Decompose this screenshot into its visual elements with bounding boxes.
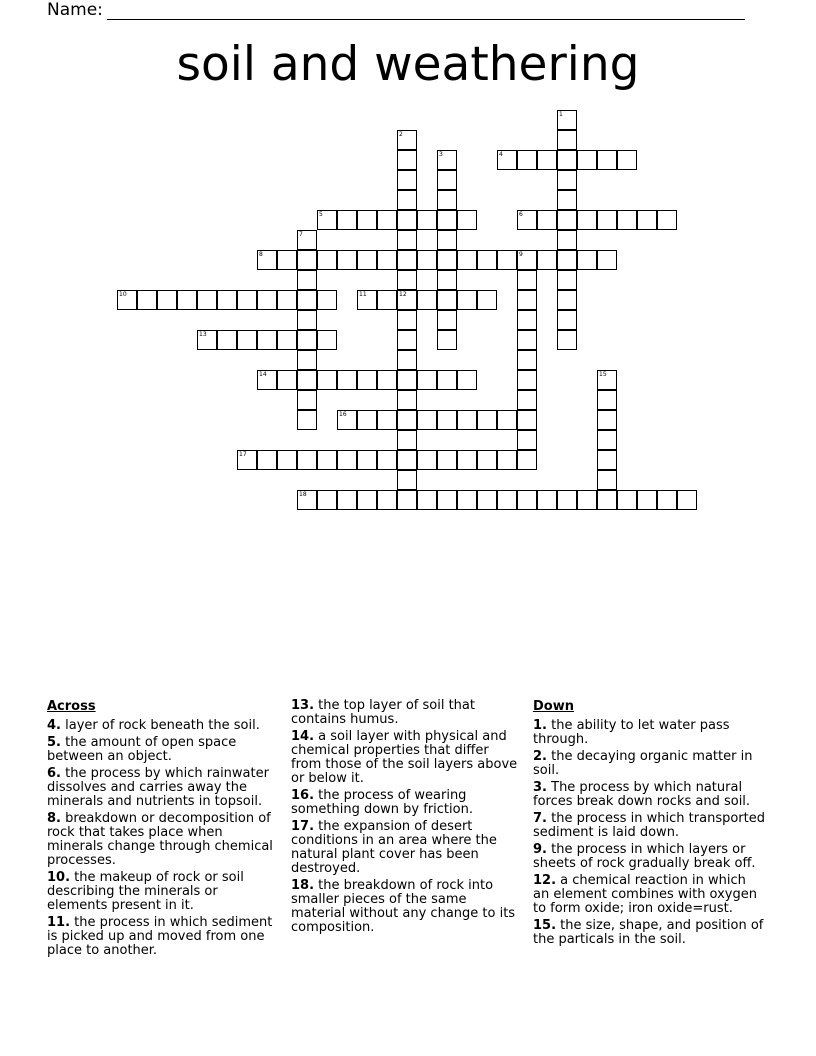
grid-cell[interactable] [437, 490, 457, 510]
grid-cell[interactable] [517, 310, 537, 330]
grid-cell[interactable] [257, 370, 277, 390]
grid-cell[interactable] [357, 410, 377, 430]
grid-cell[interactable] [577, 250, 597, 270]
clue-number: 8 [259, 251, 263, 258]
grid-cell[interactable] [257, 290, 277, 310]
grid-cell[interactable] [437, 230, 457, 250]
clue-item [47, 916, 279, 958]
grid-cell[interactable] [477, 250, 497, 270]
clue-number: 16 [339, 411, 347, 418]
grid-cell[interactable] [557, 190, 577, 210]
grid-cell[interactable] [337, 410, 357, 430]
grid-cell[interactable] [337, 250, 357, 270]
clue-text: the process in which transported sediment is laid down. [533, 811, 765, 840]
clue-item [47, 871, 279, 913]
grid-cell[interactable] [537, 150, 557, 170]
grid-cell[interactable] [277, 290, 297, 310]
clue-text: The process by which natural forces break down rocks and soil. [533, 780, 751, 809]
grid-cell[interactable] [437, 410, 457, 430]
grid-cell[interactable] [397, 270, 417, 290]
grid-cell[interactable] [557, 130, 577, 150]
grid-cell[interactable] [557, 210, 577, 230]
clue-number: 17 [239, 451, 247, 458]
grid-cell[interactable] [297, 330, 317, 350]
grid-cell[interactable] [537, 210, 557, 230]
grid-cell[interactable] [337, 450, 357, 470]
clue-item [47, 736, 279, 764]
grid-cell[interactable] [517, 270, 537, 290]
clue-text: the amount of open space between an object. [47, 735, 237, 764]
grid-cell[interactable] [357, 250, 377, 270]
grid-cell[interactable] [597, 250, 617, 270]
grid-cell[interactable] [397, 490, 417, 510]
clue-item [291, 879, 523, 935]
grid-cell[interactable] [417, 370, 437, 390]
grid-cell[interactable] [537, 490, 557, 510]
grid-cell[interactable] [397, 410, 417, 430]
grid-cell[interactable] [497, 410, 517, 430]
grid-cell[interactable] [437, 170, 457, 190]
clue-number: 1 [559, 111, 563, 118]
clue-item [533, 750, 765, 778]
grid-cell[interactable] [137, 290, 157, 310]
clue-number-label: 8. [47, 811, 61, 826]
clue-number: 11 [359, 291, 367, 298]
grid-cell[interactable] [497, 450, 517, 470]
grid-cell[interactable] [457, 450, 477, 470]
grid-cell[interactable] [357, 490, 377, 510]
down-clues-column [533, 699, 765, 950]
clue-item [291, 789, 523, 817]
clue-item [533, 843, 765, 871]
grid-cell[interactable] [557, 310, 577, 330]
grid-cell[interactable] [357, 450, 377, 470]
grid-cell[interactable] [117, 290, 137, 310]
clue-number-label: 9. [533, 842, 547, 857]
grid-cell[interactable] [377, 370, 397, 390]
clue-number: 3 [439, 151, 443, 158]
grid-cell[interactable] [457, 370, 477, 390]
grid-cell[interactable] [457, 250, 477, 270]
grid-cell[interactable] [317, 210, 337, 230]
grid-cell[interactable] [617, 150, 637, 170]
grid-cell[interactable] [297, 370, 317, 390]
clue-item [47, 767, 279, 809]
grid-cell[interactable] [197, 290, 217, 310]
grid-cell[interactable] [517, 410, 537, 430]
clue-item [533, 919, 765, 947]
grid-cell[interactable] [577, 210, 597, 230]
clue-item [533, 874, 765, 916]
grid-cell[interactable] [557, 270, 577, 290]
clue-number: 18 [299, 491, 307, 498]
grid-cell[interactable] [317, 250, 337, 270]
clue-text: the process in which sediment is picked up and moved from one place to another. [47, 915, 273, 958]
grid-cell[interactable] [517, 290, 537, 310]
clue-text: the breakdown of rock into smaller pieces of the same material without any change to its composition. [291, 878, 516, 935]
clue-text: the size, shape, and position of the particals in the soil. [533, 918, 764, 947]
grid-cell[interactable] [397, 470, 417, 490]
grid-cell[interactable] [397, 430, 417, 450]
clue-number: 14 [259, 371, 267, 378]
grid-cell[interactable] [197, 330, 217, 350]
clue-text: layer of rock beneath the soil. [65, 718, 260, 733]
grid-cell[interactable] [317, 330, 337, 350]
grid-cell[interactable] [357, 370, 377, 390]
grid-cell[interactable] [397, 310, 417, 330]
grid-cell[interactable] [457, 210, 477, 230]
grid-cell[interactable] [557, 490, 577, 510]
across-heading: Across [47, 699, 96, 714]
clue-number: 7 [299, 231, 303, 238]
grid-cell[interactable] [517, 390, 537, 410]
clue-text: the process of wearing something down by friction. [291, 788, 473, 817]
grid-cell[interactable] [557, 250, 577, 270]
grid-cell[interactable] [277, 450, 297, 470]
grid-cell[interactable] [417, 210, 437, 230]
grid-cell[interactable] [497, 250, 517, 270]
clue-text: the decaying organic matter in soil. [533, 749, 753, 778]
grid-cell[interactable] [397, 390, 417, 410]
grid-cell[interactable] [297, 290, 317, 310]
grid-cell[interactable] [417, 450, 437, 470]
down-clue-list [533, 719, 765, 947]
clue-number-label: 18. [291, 878, 315, 893]
grid-cell[interactable] [557, 330, 577, 350]
grid-cell[interactable] [437, 370, 457, 390]
grid-cell[interactable] [557, 170, 577, 190]
grid-cell[interactable] [297, 270, 317, 290]
grid-cell[interactable] [457, 410, 477, 430]
grid-cell[interactable] [477, 410, 497, 430]
grid-cell[interactable] [677, 490, 697, 510]
clue-number: 12 [399, 291, 407, 298]
grid-cell[interactable] [397, 190, 417, 210]
grid-cell[interactable] [297, 250, 317, 270]
grid-cell[interactable] [557, 290, 577, 310]
grid-cell[interactable] [217, 290, 237, 310]
name-underline[interactable] [107, 5, 745, 20]
grid-cell[interactable] [557, 110, 577, 130]
grid-cell[interactable] [517, 430, 537, 450]
clue-number: 2 [399, 131, 403, 138]
grid-cell[interactable] [337, 490, 357, 510]
grid-cell[interactable] [397, 150, 417, 170]
grid-cell[interactable] [597, 470, 617, 490]
grid-cell[interactable] [577, 490, 597, 510]
clue-number-label: 12. [533, 873, 557, 888]
clue-number-label: 16. [291, 788, 315, 803]
grid-cell[interactable] [277, 330, 297, 350]
grid-cell[interactable] [377, 210, 397, 230]
grid-cell[interactable] [397, 290, 417, 310]
grid-cell[interactable] [477, 450, 497, 470]
grid-cell[interactable] [397, 210, 417, 230]
grid-cell[interactable] [377, 450, 397, 470]
clue-text: the expansion of desert conditions in an area where the natural plant cover has been destroyed. [291, 819, 497, 876]
grid-cell[interactable] [597, 390, 617, 410]
grid-cell[interactable] [397, 230, 417, 250]
grid-cell[interactable] [517, 250, 537, 270]
grid-cell[interactable] [297, 450, 317, 470]
clue-number: 4 [499, 151, 503, 158]
grid-cell[interactable] [437, 150, 457, 170]
clue-number: 6 [519, 211, 523, 218]
grid-cell[interactable] [597, 430, 617, 450]
clue-number-label: 2. [533, 749, 547, 764]
grid-cell[interactable] [337, 370, 357, 390]
grid-cell[interactable] [617, 490, 637, 510]
grid-cell[interactable] [397, 130, 417, 150]
clue-text: the process in which layers or sheets of rock gradually break off. [533, 842, 756, 871]
across-clue-list-continued [291, 699, 523, 935]
grid-cell[interactable] [297, 490, 317, 510]
grid-cell[interactable] [397, 330, 417, 350]
grid-cell[interactable] [557, 150, 577, 170]
grid-cell[interactable] [657, 210, 677, 230]
grid-cell[interactable] [397, 350, 417, 370]
grid-cell[interactable] [437, 250, 457, 270]
grid-cell[interactable] [397, 250, 417, 270]
clue-number: 5 [319, 211, 323, 218]
clue-text: the ability to let water pass through. [533, 718, 730, 747]
puzzle-title: soil and weathering [176, 37, 640, 92]
grid-cell[interactable] [457, 490, 477, 510]
clue-number-label: 1. [533, 718, 547, 733]
clue-number-label: 17. [291, 819, 315, 834]
grid-cell[interactable] [297, 390, 317, 410]
grid-cell[interactable] [417, 290, 437, 310]
clue-item [533, 781, 765, 809]
grid-cell[interactable] [557, 230, 577, 250]
grid-cell[interactable] [437, 450, 457, 470]
name-field[interactable] [47, 0, 745, 20]
clue-text: a soil layer with physical and chemical properties that differ from those of the soil layers above or below it. [291, 729, 518, 786]
clue-text: the top layer of soil that contains humus. [291, 698, 475, 727]
grid-cell[interactable] [617, 210, 637, 230]
clue-number-label: 6. [47, 766, 61, 781]
grid-cell[interactable] [517, 210, 537, 230]
clue-text: the makeup of rock or soil describing the minerals or elements present in it. [47, 870, 244, 913]
grid-cell[interactable] [237, 290, 257, 310]
grid-cell[interactable] [317, 450, 337, 470]
grid-cell[interactable] [517, 350, 537, 370]
clue-item [291, 820, 523, 876]
grid-cell[interactable] [497, 150, 517, 170]
clue-number-label: 14. [291, 729, 315, 744]
grid-cell[interactable] [397, 450, 417, 470]
grid-cell[interactable] [577, 150, 597, 170]
grid-cell[interactable] [257, 250, 277, 270]
clue-number-label: 15. [533, 918, 557, 933]
grid-cell[interactable] [637, 210, 657, 230]
grid-cell[interactable] [457, 290, 477, 310]
grid-cell[interactable] [397, 170, 417, 190]
grid-cell[interactable] [157, 290, 177, 310]
grid-cell[interactable] [237, 330, 257, 350]
name-label: Name: [47, 0, 103, 20]
grid-cell[interactable] [437, 310, 457, 330]
clue-item [47, 812, 279, 868]
clue-number-label: 10. [47, 870, 71, 885]
grid-cell[interactable] [437, 330, 457, 350]
grid-cell[interactable] [517, 450, 537, 470]
clue-text: breakdown or decomposition of rock that takes place when minerals change through chemical processes. [47, 811, 273, 868]
grid-cell[interactable] [377, 410, 397, 430]
grid-cell[interactable] [417, 410, 437, 430]
clue-number: 9 [519, 251, 523, 258]
grid-cell[interactable] [317, 370, 337, 390]
grid-cell[interactable] [437, 270, 457, 290]
grid-cell[interactable] [437, 290, 457, 310]
grid-cell[interactable] [297, 350, 317, 370]
grid-cell[interactable] [377, 290, 397, 310]
grid-cell[interactable] [517, 370, 537, 390]
grid-cell[interactable] [297, 410, 317, 430]
grid-cell[interactable] [517, 150, 537, 170]
grid-cell[interactable] [637, 490, 657, 510]
clue-item [533, 812, 765, 840]
grid-cell[interactable] [277, 250, 297, 270]
grid-cell[interactable] [397, 370, 417, 390]
grid-cell[interactable] [597, 150, 617, 170]
down-heading: Down [533, 699, 574, 714]
grid-cell[interactable] [257, 330, 277, 350]
clue-number-label: 4. [47, 718, 61, 733]
grid-cell[interactable] [317, 490, 337, 510]
clue-item [291, 730, 523, 786]
clue-number: 15 [599, 371, 607, 378]
grid-cell[interactable] [317, 290, 337, 310]
clue-number: 10 [119, 291, 127, 298]
clue-item [291, 699, 523, 727]
clue-text: the process by which rainwater dissolves and carries away the minerals and nutrients in topsoil. [47, 766, 269, 809]
grid-cell[interactable] [517, 330, 537, 350]
across-clues-column-2 [291, 699, 523, 938]
grid-cell[interactable] [497, 490, 517, 510]
across-clue-list [47, 719, 279, 958]
grid-cell[interactable] [237, 450, 257, 470]
grid-cell[interactable] [377, 490, 397, 510]
grid-cell[interactable] [597, 410, 617, 430]
clue-number-label: 13. [291, 698, 315, 713]
grid-cell[interactable] [417, 490, 437, 510]
grid-cell[interactable] [597, 210, 617, 230]
grid-cell[interactable] [257, 450, 277, 470]
grid-cell[interactable] [477, 490, 497, 510]
grid-cell[interactable] [597, 450, 617, 470]
grid-cell[interactable] [517, 490, 537, 510]
grid-cell[interactable] [417, 250, 437, 270]
grid-cell[interactable] [437, 190, 457, 210]
grid-cell[interactable] [537, 250, 557, 270]
clue-number: 13 [199, 331, 207, 338]
clue-text: a chemical reaction in which an element combines with oxygen to form oxide; iron oxide=rust. [533, 873, 757, 916]
grid-cell[interactable] [477, 290, 497, 310]
grid-cell[interactable] [437, 210, 457, 230]
grid-cell[interactable] [277, 370, 297, 390]
grid-cell[interactable] [217, 330, 237, 350]
clue-number-label: 7. [533, 811, 547, 826]
grid-cell[interactable] [357, 210, 377, 230]
grid-cell[interactable] [357, 290, 377, 310]
grid-cell[interactable] [377, 250, 397, 270]
clue-number-label: 3. [533, 780, 547, 795]
clue-item [533, 719, 765, 747]
grid-cell[interactable] [177, 290, 197, 310]
clue-number-label: 11. [47, 915, 71, 930]
grid-cell[interactable] [337, 210, 357, 230]
grid-cell[interactable] [297, 230, 317, 250]
clue-number-label: 5. [47, 735, 61, 750]
across-clues-column [47, 699, 279, 961]
clue-item [47, 719, 279, 733]
grid-cell[interactable] [657, 490, 677, 510]
grid-cell[interactable] [597, 370, 617, 390]
grid-cell[interactable] [597, 490, 617, 510]
grid-cell[interactable] [297, 310, 317, 330]
